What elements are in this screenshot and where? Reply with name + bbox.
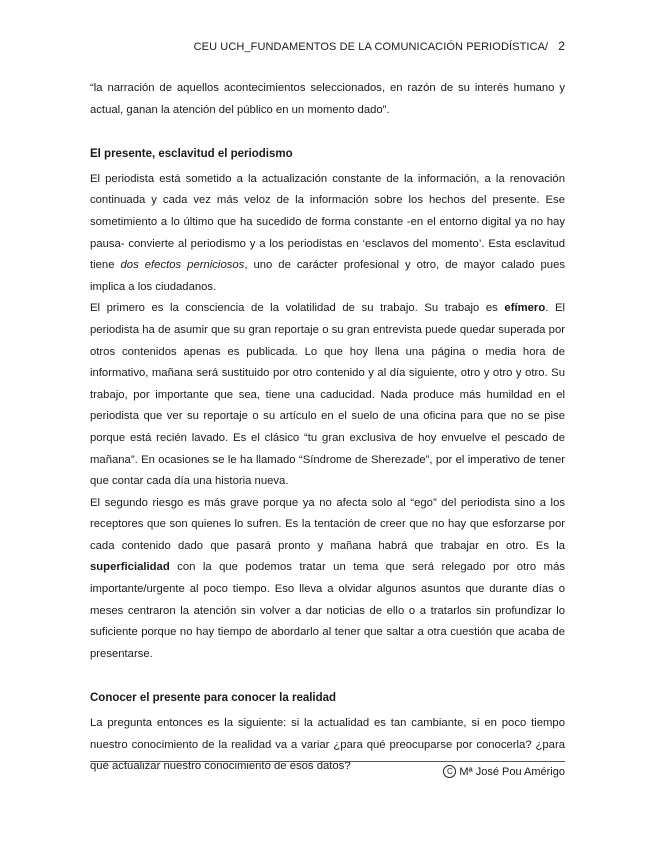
page-body xyxy=(90,78,565,778)
page-footer xyxy=(443,765,565,778)
page-number: 2 xyxy=(558,39,565,53)
paragraph: El segundo riesgo es más grave porque ya no afecta solo al “ego” del periodista sino a los receptores que son quienes lo sufren. Es la tentación de creer que no hay que esforzarse por cada contenido dado que pasará pronto y mañana habrá que trabajar en otro. Es la superficialidad con la que podemos tratar un tema que será relegado por otro más importante/urgente al poco tiempo. Eso lleva a olvidar algunos asuntos que durante días o meses centraron la atención sin volver a dar noticias de ello o a tratarlos sin profundizar lo suficiente porque no hay tiempo de abordarlo al tener que saltar a otra cuestión que acaba de presentarse. xyxy=(90,496,565,660)
paragraph: El periodista está sometido a la actualización constante de la información, a la renovación continuada y cada vez más veloz de la información sobre los hechos del presente. Ese sometimiento a lo último que ha sucedido de forma constante -en el entorno digital ya no hay pausa- convierte al periodismo y a los periodistas en ‘esclavos del momento’. Esta esclavitud tiene dos efectos perniciosos, uno de carácter profesional y otro, de mayor calado pues implica a los ciudadanos. xyxy=(90,172,565,293)
paragraph: El primero es la consciencia de la volatilidad de su trabajo. Su trabajo es efímero. El periodista ha de asumir que su gran reportaje o su gran entrevista puede quedar superada por otros contenidos apenas es publicada. Lo que hoy llena una página o media hora de informativo, mañana será sustituido por otro contenido y al día siguiente, otro y otro y otro. Su trabajo, por importante que sea, tiene una caducidad. Nada produce más humildad en el periodista que ver su reportaje o su artículo en el suelo de una oficina para que no se pise porque está recién lavado. Es el clásico “tu gran exclusiva de hoy envuelve el pescado de mañana”. En ocasiones se le ha llamado “Síndrome de Sherezade”, por el imperativo de tener que contar cada día una historia nueva. xyxy=(90,302,565,488)
footer-author: Mª José Pou Amérigo xyxy=(459,765,565,778)
section-heading-presente: El presente, esclavitud el periodismo xyxy=(90,148,293,161)
copyright-icon: C xyxy=(443,765,456,778)
emphasis-text: dos efectos perniciosos xyxy=(120,259,245,272)
bold-term-superficialidad: superficialidad xyxy=(90,561,170,574)
footer-divider xyxy=(90,761,565,762)
page-header xyxy=(194,39,565,53)
section-heading-conocer: Conocer el presente para conocer la realidad xyxy=(90,692,337,705)
bold-term-efimero: efímero xyxy=(504,302,546,315)
intro-quote: “la narración de aquellos acontecimientos seleccionados, en razón de su interés humano y actual, ganan la atención del público en un momento dado”. xyxy=(90,82,565,116)
header-title: CEU UCH_FUNDAMENTOS DE LA COMUNICACIÓN PERIODÍSTICA/ xyxy=(193,41,549,53)
paragraph: La pregunta entonces es la siguiente: si la actualidad es tan cambiante, si en poco tiempo nuestro conocimiento de la realidad va a variar ¿para qué preocuparse por conocerla? ¿para qué actualizar nuestro conocimiento de esos datos? xyxy=(90,717,565,773)
